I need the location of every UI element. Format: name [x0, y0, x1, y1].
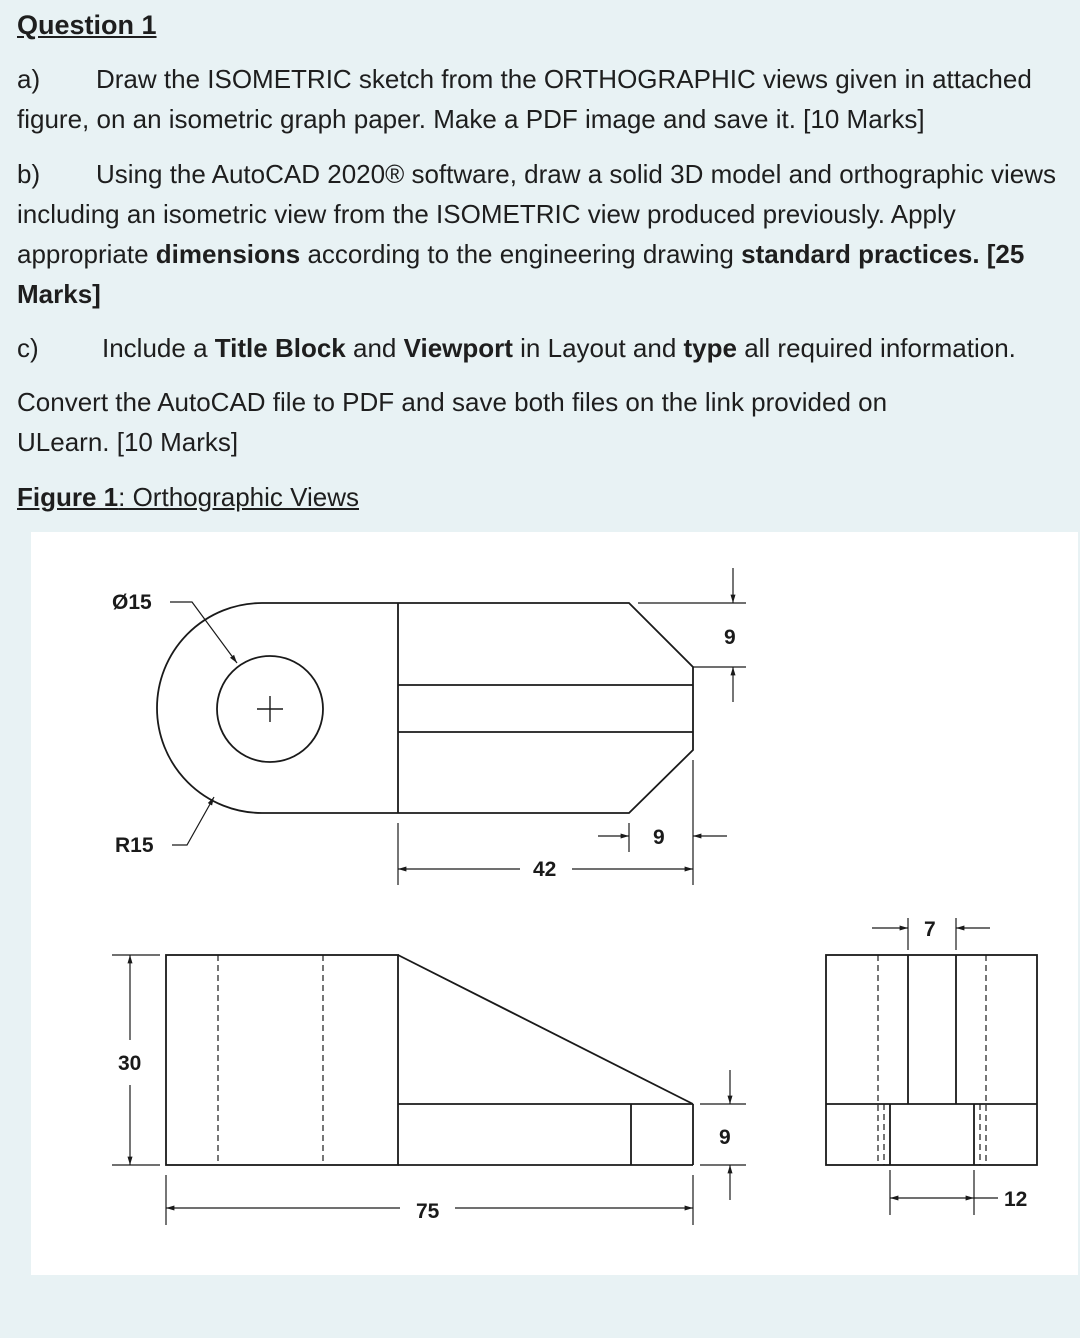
part-c-text-2: and — [345, 333, 404, 363]
part-c-bold-title-block: Title Block — [214, 333, 346, 363]
chamfer-y-label: 9 — [724, 626, 736, 649]
part-b-bold-dimensions: dimensions — [155, 239, 301, 269]
orthographic-drawing — [31, 532, 1078, 1275]
figure-title-label: Figure 1 — [17, 482, 119, 512]
part-c-bold-viewport: Viewport — [403, 333, 513, 363]
part-b-bold-standard: standard practices. [25 Marks] — [17, 239, 1025, 309]
part-a-label: a) — [17, 64, 41, 94]
side-width-label: 12 — [1004, 1188, 1028, 1211]
side-slot-label: 7 — [924, 918, 936, 941]
front-view-edge — [398, 955, 693, 1104]
top-view-outline — [157, 603, 693, 813]
figure-title-caption: : Orthographic Views — [118, 482, 359, 512]
part-b-text-1: Using the AutoCAD 2020® software, draw a solid 3D model and orthographic views including an isometric view from the ISOMETRIC view produced previously. Apply appropriate — [17, 159, 1056, 269]
part-c-text-1: Include a — [102, 333, 215, 363]
part-c-text-4: all required information. — [736, 333, 1016, 363]
part-a — [17, 59, 1067, 139]
top-length-label: 42 — [533, 858, 557, 881]
part-a-text: Draw the ISOMETRIC sketch from the ORTHOGRAPHIC views given in attached figure, on an isometric graph paper. Make a PDF image and save it. [10 Marks] — [17, 64, 1032, 134]
part-c — [17, 328, 1067, 368]
chamfer-x-label: 9 — [653, 826, 665, 849]
side-view — [826, 918, 1037, 1215]
height-label: 30 — [118, 1052, 142, 1075]
radius-label: R15 — [115, 834, 154, 857]
diameter-label: Ø15 — [112, 591, 152, 614]
front-view-base — [166, 955, 398, 1165]
part-c-bold-type: type — [683, 333, 737, 363]
part-c-text-3: in Layout and — [512, 333, 684, 363]
front-view — [112, 955, 746, 1225]
part-b — [17, 154, 1067, 314]
question-heading: Question 1 — [17, 10, 157, 40]
part-b-label: b) — [17, 159, 41, 189]
part-c-label: c) — [17, 333, 39, 363]
part-b-text-2: according to the engineering drawing — [300, 239, 742, 269]
figure-panel — [31, 532, 1078, 1275]
side-view-outline — [826, 955, 1037, 1165]
diameter-leader — [170, 602, 237, 663]
radius-leader — [172, 797, 214, 845]
front-step-label: 9 — [719, 1126, 731, 1149]
convert-instruction: Convert the AutoCAD file to PDF and save both files on the link provided on ULearn. [10 Marks] — [17, 387, 888, 457]
front-length-label: 75 — [416, 1200, 440, 1223]
figure-title — [17, 477, 359, 517]
